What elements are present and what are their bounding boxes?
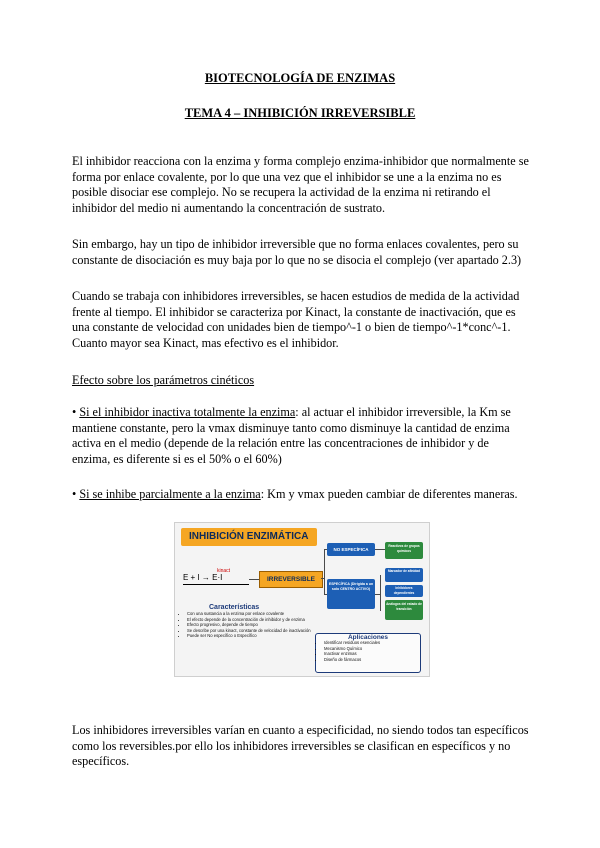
document-subtitle: TEMA 4 – INHIBICIÓN IRREVERSIBLE <box>184 106 416 120</box>
bullet-1-text: : al actuar el inhibidor irreversible, la Km se mantiene constante, pero la vmax disminuye tanto como disminuye la cantidad de enzima activa en el medio (depende de la relación entre las concentraciones de inhibidor y de enzima, es diferente si es el 50% o el 60%) <box>72 405 511 466</box>
connector-line <box>249 579 259 580</box>
marcador-afinidad-box: Marcador de afinidad <box>385 568 423 582</box>
connector-line <box>375 549 385 550</box>
connector-line <box>324 549 325 595</box>
list-item: • Puede ser No específico o Específico <box>187 633 317 638</box>
paragraph-3: Cuando se trabaja con inhibidores irreversibles, se hacen estudios de medida de la actividad frente al tiempo. El inhibidor se caracteriza por Kinact, la constante de inactivación, que es una constante de velocidad con unidades bien de tiempo^-1 o bien de tiempo^-1*conc^-1. Cuanto mayor sea Kinact, mas efectivo es el inhibidor. <box>72 289 520 350</box>
list-item: • El efecto depende de la concentración de inhibidor y de enzima <box>187 617 317 622</box>
list-item: • Identificar residuos esenciales <box>324 640 420 645</box>
kinact-label: kinact <box>217 568 231 574</box>
inhibidores-box: Inhibidores dependientes <box>385 585 423 597</box>
figure-banner: INHIBICIÓN ENZIMÁTICA <box>181 528 317 546</box>
equation-underline <box>183 584 249 585</box>
especifica-box: ESPECÍFICA (Dirigida a un solo CENTRO ACTIVO) <box>327 579 375 609</box>
caracteristicas-list <box>179 611 317 638</box>
inhibition-diagram-figure <box>174 522 430 677</box>
bullet-marker: • <box>72 405 77 419</box>
document-title: BIOTECNOLOGÍA DE ENZIMAS <box>204 71 396 85</box>
equation-text: E + I → E·I <box>183 573 223 582</box>
reactivos-grupos-box: Reactivos de grupos químicos <box>385 542 423 559</box>
bullet-2-underlined-text: Si se inhibe parcialmente a la enzima <box>79 487 261 501</box>
no-especifica-box: NO ESPECÍFICA <box>327 543 375 556</box>
caracteristicas-title: Características <box>209 604 260 611</box>
bullet-item-1 <box>72 405 530 467</box>
list-item: • Diseño de fármacos <box>324 657 420 662</box>
aplicaciones-panel <box>315 633 421 673</box>
list-item: • Efecto progresivo, depende de tiempo <box>187 622 317 627</box>
paragraph-2: Sin embargo, hay un tipo de inhibidor irreversible que no forma enlaces covalentes, pero su constante de disociación es muy baja por lo que no se disocia el complejo (ver apartado 2.3) <box>72 237 522 267</box>
analogos-box: Análogos del estado de transición <box>385 600 423 620</box>
connector-line <box>380 575 381 611</box>
list-item: • Con una sustancia a la enzima por enlace covalente <box>187 611 317 616</box>
list-item: • Mecanismo Químico <box>324 646 420 651</box>
caracteristicas-panel <box>179 605 317 673</box>
aplicaciones-title: Aplicaciones <box>347 634 389 641</box>
paragraph-final: Los inhibidores irreversibles varían en cuanto a especificidad, no siendo todos tan específicos como los reversibles.por ello los inhibidores irreversibles se clasifican en específicos y no específicos. <box>72 723 529 768</box>
list-item: • Inactivar enzimas <box>324 651 420 656</box>
paragraph-1: El inhibidor reacciona con la enzima y forma complejo enzima-inhibidor que normalmente se forma por enlace covalente, por lo que una vez que el inhibidor se une a la enzima no es posible disociar ese complejo. No se recupera la actividad de la enzima ni retirando el inhibidor del medio ni aumentando la concentración de sustrato. <box>72 154 529 215</box>
bullet-marker: • <box>72 487 77 501</box>
bullet-item-2 <box>72 487 530 503</box>
bullet-2-text: : Km y vmax pueden cambiar de diferentes maneras. <box>260 487 518 501</box>
section-heading: Efecto sobre los parámetros cinéticos <box>72 373 255 387</box>
list-item: • Se describe por una kinact, constante de velocidad de inactivación <box>187 628 317 633</box>
aplicaciones-list <box>316 640 420 662</box>
reaction-equation <box>183 568 249 585</box>
irreversible-box: IRREVERSIBLE <box>259 571 323 588</box>
bullet-1-underlined-text: Si el inhibidor inactiva totalmente la enzima <box>79 405 296 419</box>
